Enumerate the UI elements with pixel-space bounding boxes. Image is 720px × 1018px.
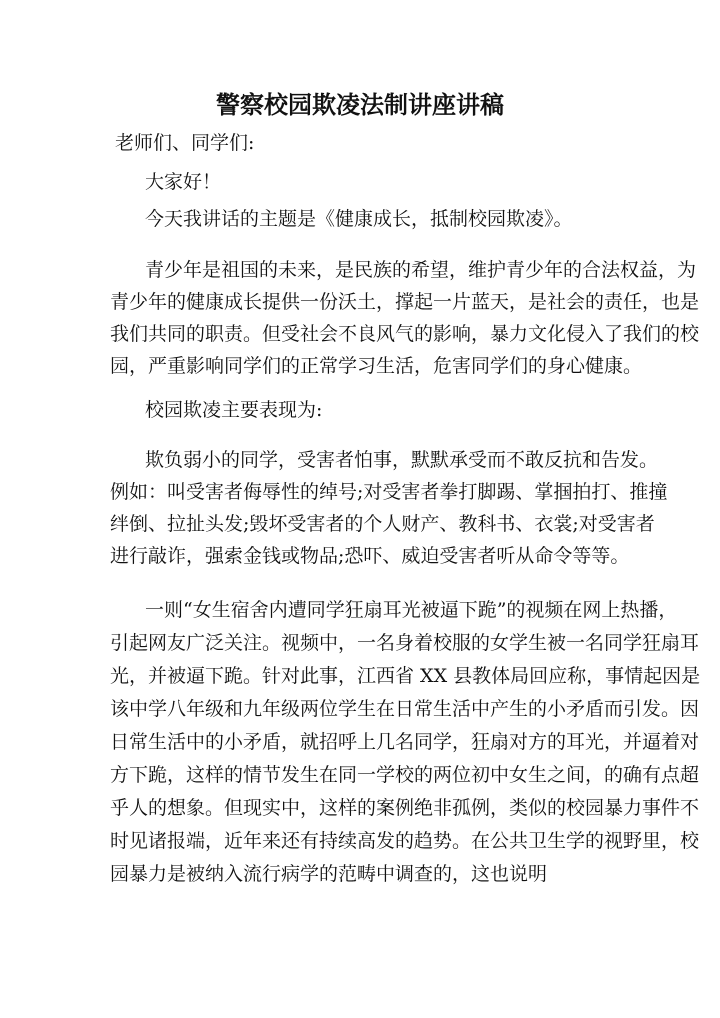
document-title: 警察校园欺凌法制讲座讲稿	[216, 90, 504, 119]
paragraph-line: 日常生活中的小矛盾，就招呼上几名同学，狂扇对方的耳光，并逼着对	[110, 731, 700, 753]
greeting: 大家好！	[145, 171, 222, 193]
paragraph-line: 欺负弱小的同学，受害者怕事，默默承受而不敢反抗和告发。	[145, 449, 659, 471]
paragraph-line: 光，并被逼下跪。针对此事，江西省 XX 县教体局回应称，事情起因是	[110, 665, 701, 687]
paragraph-line: 该中学八年级和九年级两位学生在日常生活中产生的小矛盾而引发。因	[110, 698, 700, 720]
paragraph-line: 进行敲诈，强索金钱或物品;恐吓、威迫受害者听从命令等等。	[110, 545, 630, 567]
paragraph-line: 乎人的想象。但现实中，这样的案例绝非孤例，类似的校园暴力事件不	[110, 797, 700, 819]
paragraph-line: 青少年的健康成长提供一份沃土，撑起一片蓝天，是社会的责任，也是	[110, 291, 700, 313]
paragraph-line: 方下跪，这样的情节发生在同一学校的两位初中女生之间，的确有点超	[110, 764, 700, 786]
section-heading: 校园欺凌主要表现为:	[145, 399, 323, 421]
topic-line: 今天我讲话的主题是《健康成长，抵制校园欺凌》。	[145, 208, 573, 230]
paragraph-line: 园，严重影响同学们的正常学习生活，危害同学们的身心健康。	[110, 355, 643, 377]
paragraph-line: 我们共同的职责。但受社会不良风气的影响，暴力文化侵入了我们的校	[110, 323, 700, 345]
paragraph-line: 例如：叫受害者侮辱性的绰号;对受害者拳打脚踢、掌掴拍打、推撞	[110, 481, 668, 503]
paragraph-line: 时见诸报端，近年来还有持续高发的趋势。在公共卫生学的视野里，校	[110, 830, 700, 852]
paragraph-line: 青少年是祖国的未来，是民族的希望，维护青少年的合法权益，为	[145, 259, 697, 281]
paragraph-line: 一则“女生宿舍内遭同学狂扇耳光被逼下跪”的视频在网上热播，	[145, 599, 678, 621]
paragraph-line: 绊倒、拉扯头发;毁坏受害者的个人财产、教科书、衣裳;对受害者	[110, 513, 655, 535]
paragraph-line: 园暴力是被纳入流行病学的范畴中调查的，这也说明	[110, 863, 548, 885]
salutation: 老师们、同学们:	[115, 132, 255, 154]
paragraph-line: 引起网友广泛关注。视频中，一名身着校服的女学生被一名同学狂扇耳	[110, 632, 700, 654]
